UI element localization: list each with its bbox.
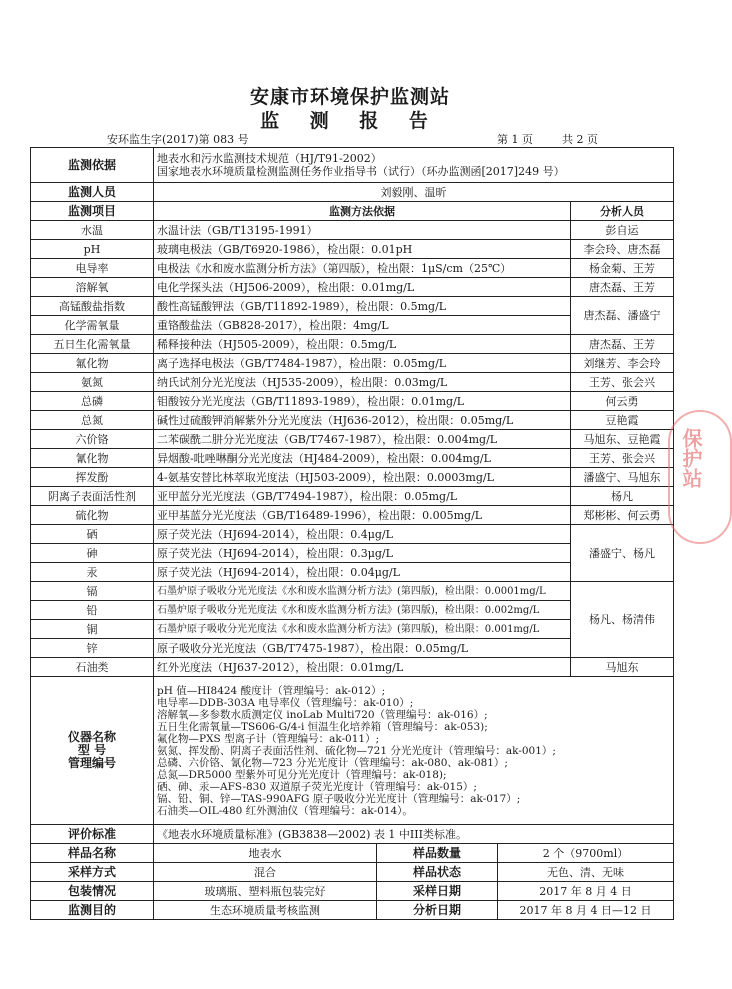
monitoring-item: 石油类 [31,658,154,677]
monitoring-item: 锌 [31,639,154,658]
method-basis: 纳氏试剂分光光度法（HJ535-2009），检出限：0.03mg/L [154,373,571,392]
monitoring-item: 五日生化需氧量 [31,335,154,354]
method-row [31,221,674,240]
monitoring-item: 铜 [31,620,154,639]
method-row [31,468,674,487]
analyst: 彭自运 [571,221,674,240]
report-title: 监 测 报 告 [260,110,440,132]
monitoring-item: 镉 [31,582,154,601]
page-total: 共 2 页 [562,133,598,146]
packaging-label: 包装情况 [31,882,154,901]
instruments-row [31,677,674,825]
instrument-line: 氟化物—PXS 型离子计（管理编号：ak-011）; [157,732,380,745]
sample-row-1 [31,844,674,863]
instruments-label-line: 管理编号 [67,756,116,770]
method-row [31,430,674,449]
monitoring-item: 六价铬 [31,430,154,449]
instruments-label-line: 型 号 [77,743,107,757]
purpose-label: 监测目的 [31,901,154,920]
document-number: 安环监生字(2017)第 083 号 [107,133,249,146]
analyst: 刘继芳、李会玲 [571,354,674,373]
sample-name-label: 样品名称 [31,844,154,863]
monitoring-item: 总氮 [31,411,154,430]
packaging-value: 玻璃瓶、塑料瓶包装完好 [154,882,377,901]
analyst: 王芳、张会兴 [571,449,674,468]
method-basis: 石墨炉原子吸收分光光度法《水和废水监测分析方法》(第四版)，检出限：0.001mg/L [154,620,571,639]
instrument-line: 硒、砷、汞—AFS-830 双道原子荧光光度计（管理编号：ak-015）; [157,780,477,793]
basis-value [154,148,674,183]
purpose-value: 生态环境质量考核监测 [154,901,377,920]
analyst: 王芳、张会兴 [571,373,674,392]
method-basis: 亚甲蓝分光光度法（GB/T7494-1987），检出限：0.05mg/L [154,487,571,506]
staff-row [31,183,674,202]
monitoring-item: 溶解氧 [31,278,154,297]
standard-value: 《地表水环境质量标准》(GB3838—2002) 表 1 中III类标准。 [154,825,674,844]
method-basis: 电极法《水和废水监测分析方法》（第四版），检出限：1μS/cm（25℃） [154,259,571,278]
standard-row [31,825,674,844]
analyst: 杨凡、杨清伟 [571,582,674,658]
method-row [31,411,674,430]
method-basis: 玻璃电极法（GB/T6920-1986），检出限：0.01pH [154,240,571,259]
method-row [31,240,674,259]
column-header-method: 监测方法依据 [154,202,571,221]
method-row [31,392,674,411]
instrument-line: 五日生化需氧量—TS606-G/4-i 恒温生化培养箱（管理编号：ak-053); [157,720,488,733]
instrument-line: 氨氮、挥发酚、阴离子表面活性剂、硫化物—721 分光光度计（管理编号：ak-001）; [157,744,556,757]
method-basis: 稀释接种法（HJ505-2009），检出限：0.5mg/L [154,335,571,354]
basis-row [31,148,674,183]
instrument-line: 电导率—DDB-303A 电导率仪（管理编号：ak-010）; [157,696,414,709]
analyst: 潘盛宁、杨凡 [571,525,674,582]
sample-name-value: 地表水 [154,844,377,863]
monitoring-item: 化学需氧量 [31,316,154,335]
instrument-line: 溶解氧—多参数水质测定仪 inoLab Multi720（管理编号：ak-016）; [157,708,488,721]
method-row [31,449,674,468]
monitoring-item: pH [31,240,154,259]
basis-line: 地表水和污水监测技术规范（HJ/T91-2002） [157,152,382,165]
monitoring-item: 铅 [31,601,154,620]
instrument-line: 镉、铅、铜、锌—TAS-990AFG 原子吸收分光光度计（管理编号：ak-017）; [157,792,521,805]
instrument-line: 石油类—OIL-480 红外测油仪（管理编号：ak-014）。 [157,804,413,817]
method-row [31,487,674,506]
method-basis: 电化学探头法（HJ506-2009），检出限：0.01mg/L [154,278,571,297]
monitoring-item: 氰化物 [31,449,154,468]
analysis-date-label: 分析日期 [377,901,498,920]
analyst: 郑彬彬、何云勇 [571,506,674,525]
monitoring-item: 砷 [31,544,154,563]
sample-quantity-value: 2 个（9700ml） [498,844,674,863]
analyst: 马旭东、豆艳霞 [571,430,674,449]
method-basis: 二苯碳酰二肼分光光度法（GB/T7467-1987），检出限：0.004mg/L [154,430,571,449]
sample-row-4 [31,901,674,920]
official-seal-text: 保护站 [679,428,703,488]
analyst: 唐杰磊、王芳 [571,278,674,297]
method-basis: 重铬酸盐法（GB828-2017），检出限：4mg/L [154,316,571,335]
method-basis: 石墨炉原子吸收分光光度法《水和废水监测分析方法》(第四版)，检出限：0.0001mg/L [154,582,571,601]
monitoring-item: 硒 [31,525,154,544]
method-basis: 酸性高锰酸钾法（GB/T11892-1989），检出限：0.5mg/L [154,297,571,316]
page-number: 第 1 页 [497,133,533,146]
method-basis: 亚甲基蓝分光光度法（GB/T16489-1996），检出限：0.005mg/L [154,506,571,525]
method-basis: 石墨炉原子吸收分光光度法《水和废水监测分析方法》(第四版)，检出限：0.002mg/L [154,601,571,620]
sampling-date-value: 2017 年 8 月 4 日 [498,882,674,901]
basis-label: 监测依据 [31,148,154,183]
monitoring-item: 电导率 [31,259,154,278]
instrument-line: pH 值—HI8424 酸度计（管理编号：ak-012）; [157,684,386,697]
monitoring-item: 硫化物 [31,506,154,525]
method-row [31,525,674,544]
instruments-label [31,677,154,825]
monitoring-item: 阴离子表面活性剂 [31,487,154,506]
instruments-label-line: 仪器名称 [67,730,116,744]
analyst: 马旭东 [571,658,674,677]
monitoring-item: 水温 [31,221,154,240]
sample-quantity-label: 样品数量 [377,844,498,863]
method-basis: 4-氨基安替比林萃取光度法（HJ503-2009），检出限：0.0003mg/L [154,468,571,487]
method-basis: 原子吸收分光光度法（GB/T7475-1987），检出限：0.05mg/L [154,639,571,658]
method-row [31,335,674,354]
analyst: 杨凡 [571,487,674,506]
sample-state-value: 无色、清、无味 [498,863,674,882]
monitoring-item: 总磷 [31,392,154,411]
sample-row-2 [31,863,674,882]
basis-line: 国家地表水环境质量检测监测任务作业指导书（试行）（环办监测函[2017]249 号） [157,165,565,178]
instruments-list [154,677,674,825]
staff-value: 刘毅刚、温昕 [154,183,674,202]
analyst: 豆艳霞 [571,411,674,430]
method-row [31,297,674,316]
report-organization: 安康市环境保护监测站 [249,86,450,108]
method-row [31,373,674,392]
monitoring-item: 汞 [31,563,154,582]
method-row [31,658,674,677]
analyst: 唐杰磊、王芳 [571,335,674,354]
instrument-line: 总磷、六价铬、氰化物—723 分光光度计（管理编号：ak-080、ak-081）; [157,756,508,769]
instrument-line: 总氮—DR5000 型紫外可见分光光度计（管理编号：ak-018); [157,768,447,781]
analysis-date-value: 2017 年 8 月 4 日—12 日 [498,901,674,920]
column-header-item: 监测项目 [31,202,154,221]
method-basis: 原子荧光法（HJ694-2014），检出限：0.04μg/L [154,563,571,582]
method-basis: 碱性过硫酸钾消解紫外分光光度法（HJ636-2012），检出限：0.05mg/L [154,411,571,430]
sample-row-3 [31,882,674,901]
method-basis: 原子荧光法（HJ694-2014），检出限：0.4μg/L [154,525,571,544]
analyst: 何云勇 [571,392,674,411]
sample-state-label: 样品状态 [377,863,498,882]
sampling-method-label: 采样方式 [31,863,154,882]
analyst: 李会玲、唐杰磊 [571,240,674,259]
monitoring-item: 高锰酸盐指数 [31,297,154,316]
analyst: 杨金菊、王芳 [571,259,674,278]
sampling-date-label: 采样日期 [377,882,498,901]
monitoring-item: 氨氮 [31,373,154,392]
column-header-row [31,202,674,221]
method-row [31,278,674,297]
column-header-analyst: 分析人员 [571,202,674,221]
method-basis: 原子荧光法（HJ694-2014），检出限：0.3μg/L [154,544,571,563]
method-basis: 异烟酸-吡唑啉酮分光光度法（HJ484-2009），检出限：0.004mg/L [154,449,571,468]
report-table [30,147,674,920]
analyst: 唐杰磊、潘盛宁 [571,297,674,335]
standard-label: 评价标准 [31,825,154,844]
monitoring-item: 氟化物 [31,354,154,373]
method-basis: 水温计法（GB/T13195-1991） [154,221,571,240]
monitoring-item: 挥发酚 [31,468,154,487]
sampling-method-value: 混合 [154,863,377,882]
method-row [31,506,674,525]
method-row [31,354,674,373]
method-basis: 离子选择电极法（GB/T7484-1987），检出限：0.05mg/L [154,354,571,373]
method-row [31,582,674,601]
method-row [31,259,674,278]
method-basis: 钼酸铵分光光度法（GB/T11893-1989），检出限：0.01mg/L [154,392,571,411]
analyst: 潘盛宁、马旭东 [571,468,674,487]
staff-label: 监测人员 [31,183,154,202]
method-basis: 红外光度法（HJ637-2012），检出限：0.01mg/L [154,658,571,677]
